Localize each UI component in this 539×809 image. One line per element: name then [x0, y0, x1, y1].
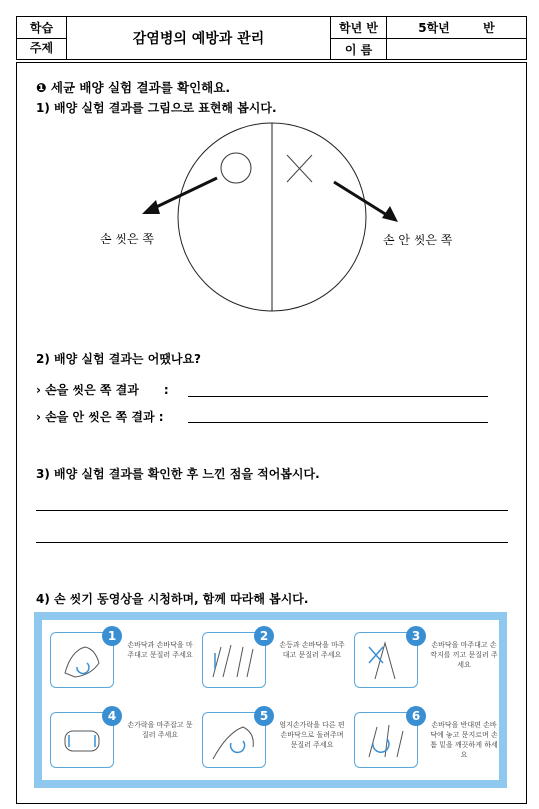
- header-table: [16, 16, 527, 60]
- step-caption: 손바닥과 손바닥을 마주대고 문질러 주세요: [127, 641, 193, 659]
- circle-mark: [221, 153, 251, 183]
- step-caption: 손바닥을 반대편 손바닥에 놓고 문지르며 손톱 밑을 깨끗하게 하세요: [430, 721, 498, 759]
- question-4: 4) 손 씻기 동영상을 시청하며, 함께 따라해 봅시다.: [36, 592, 309, 606]
- subject-label-1: 학습: [29, 21, 54, 35]
- q2-washed-result-label: › 손을 씻은 쪽 결과 :: [36, 383, 169, 397]
- grade-label: 학년 반: [339, 21, 378, 35]
- step-caption: 손가락을 마주잡고 문질러 주세요: [127, 721, 193, 739]
- handwash-steps-inner: [42, 620, 499, 780]
- step-caption: 손등과 손바닥을 마주대고 문질러 주세요: [279, 641, 345, 659]
- step-number: 2: [254, 626, 274, 646]
- q2-unwashed-result-label: › 손을 안 씻은 쪽 결과 :: [36, 410, 164, 424]
- q3-answer-line-2[interactable]: [36, 542, 508, 543]
- washed-side-label: 손 씻은 쪽: [100, 232, 154, 246]
- subject-label-2: 주제: [29, 41, 54, 55]
- step-caption: 엄지손가락을 다른 편 손바닥으로 돌려주며 문질러 주세요: [279, 721, 345, 749]
- q2-washed-answer-line[interactable]: [188, 396, 488, 397]
- handwash-steps-panel: [34, 612, 507, 788]
- step-number: 5: [254, 706, 274, 726]
- q2-unwashed-answer-line[interactable]: [188, 422, 488, 423]
- question-1: 1) 배양 실험 결과를 그림으로 표현해 봅시다.: [36, 101, 277, 115]
- q3-answer-line-1[interactable]: [36, 510, 508, 511]
- handwash-step-5: [194, 702, 346, 778]
- grade-value-cell: [387, 17, 526, 38]
- page-title: 감염병의 예방과 관리: [132, 31, 265, 47]
- name-label-cell: [331, 39, 387, 59]
- handwash-step-4: [42, 702, 194, 778]
- handwash-step-1: [42, 622, 194, 698]
- question-2: 2) 배양 실험 결과는 어땠나요?: [36, 352, 202, 366]
- question-3: 3) 배양 실험 결과를 확인한 후 느낀 점을 적어봅시다.: [36, 467, 320, 481]
- unwashed-side-label: 손 안 씻은 쪽: [383, 233, 453, 247]
- title-cell: [67, 17, 331, 59]
- handwash-step-2: [194, 622, 346, 698]
- arrow-left: [142, 178, 217, 214]
- step-number: 1: [102, 626, 122, 646]
- handwash-step-6: [346, 702, 498, 778]
- step-caption: 손바닥을 마주대고 손깍지를 끼고 문질러 주세요: [430, 641, 498, 669]
- petri-dish-diagram: [90, 120, 470, 320]
- step-number: 3: [406, 626, 426, 646]
- grade-label-cell: [331, 17, 387, 38]
- x-mark: [287, 155, 312, 182]
- step-number: 4: [102, 706, 122, 726]
- grade-value: 5학년 반: [418, 21, 495, 35]
- step-number: 6: [406, 706, 426, 726]
- name-field[interactable]: [387, 39, 526, 59]
- name-label: 이 름: [344, 42, 373, 57]
- section-heading: ❶ 세균 배양 실험 결과를 확인해요.: [36, 80, 231, 95]
- handwash-step-3: [346, 622, 498, 698]
